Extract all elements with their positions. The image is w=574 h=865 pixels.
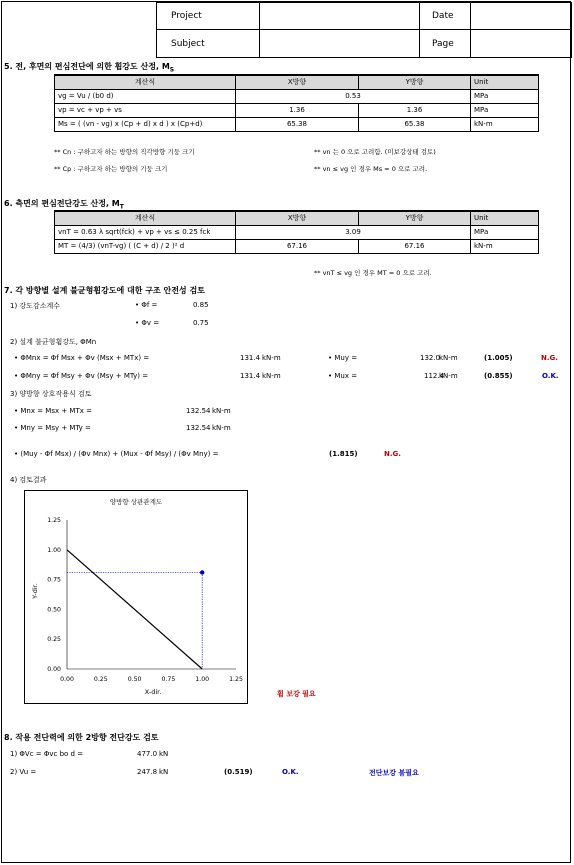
mnx-value: 131.4 xyxy=(240,354,261,362)
project-label: Project xyxy=(156,2,260,30)
design-point xyxy=(200,570,204,574)
chart-title: 양방향 상관관계도 xyxy=(109,498,163,506)
mny-sum-formula: • Mny = Msy + MTy = xyxy=(14,424,91,432)
y-tick-label: 1.25 xyxy=(47,517,61,524)
project-value xyxy=(259,2,420,30)
unit: kN xyxy=(159,768,169,776)
result-ng: N.G. xyxy=(384,450,401,458)
note: ** vn ≤ vg 인 경우 Ms = 0 으로 고려. xyxy=(314,165,428,173)
formula-cell: vp = vc + vp + vs xyxy=(55,103,236,117)
interaction-formula: • (Muy - Φf Msx) / (Φv Mnx) + (Mux - Φf Msy) / (Φv Mny) = xyxy=(14,450,219,458)
formula-cell: MT = (4/3) (vnT-vg) ( (C + d) / 2 )² d xyxy=(55,239,236,253)
y-tick-label: 0.25 xyxy=(47,636,61,644)
y-tick-label: 0.50 xyxy=(47,606,61,614)
date-value xyxy=(470,2,572,30)
x-tick-label: 0.25 xyxy=(93,676,108,683)
col-unit: Unit xyxy=(471,75,539,89)
unit: kN-m xyxy=(262,354,281,362)
result-ng: N.G. xyxy=(541,354,558,362)
formula-cell: vnT = 0.63 λ sqrt(fck) + vp + vs ≤ 0.25 fck xyxy=(55,225,236,239)
page-value xyxy=(470,29,572,58)
mux-label: • Mux = xyxy=(328,372,358,380)
interaction-chart xyxy=(24,490,248,704)
note: ** Cp : 구하고자 하는 방향의 기둥 크기 xyxy=(54,165,168,173)
ratio: (0.519) xyxy=(224,768,253,776)
col-y: Y방향 xyxy=(359,75,471,89)
date-label: Date xyxy=(419,2,471,30)
x-tick-label: 0.75 xyxy=(161,676,176,683)
subsection-title: 3) 양방향 상호작용식 검토 xyxy=(10,390,92,398)
y-tick-label: 0.00 xyxy=(47,666,61,673)
sheet-header xyxy=(2,2,572,58)
section7-title: 7. 각 방향별 설계 불균형휨강도에 대한 구조 안전성 검토 xyxy=(4,286,205,295)
formula-cell: vg = Vu / (b0 d) xyxy=(55,89,236,103)
col-x: X방향 xyxy=(236,211,359,225)
y-axis-label: Y-dir. xyxy=(31,583,39,599)
unit: kN-m xyxy=(262,372,281,380)
subsection-title: 1) 강도감소계수 xyxy=(10,302,60,310)
col-y: Y방향 xyxy=(359,211,471,225)
phi-v-label: • Φv = xyxy=(135,319,160,327)
table-row xyxy=(55,117,539,131)
unit-cell: MPa xyxy=(471,89,539,103)
section6-title: 6. 측면의 편심전단강도 산정, $M_T$ xyxy=(4,199,124,211)
y-tick-label: 1.00 xyxy=(47,546,61,554)
unit-cell: MPa xyxy=(471,103,539,117)
x-value-cell: 65.38 xyxy=(236,117,359,131)
x-tick-label: 1.25 xyxy=(229,676,243,683)
table-row xyxy=(55,239,539,253)
y-value-cell: 65.38 xyxy=(359,117,471,131)
unit-cell: kN-m xyxy=(471,239,539,253)
subsection-title: 4) 검토결과 xyxy=(10,476,47,484)
section5-table xyxy=(54,74,539,132)
mny-formula: • ΦMny = Φf Msy + Φv (Msy + MTy) = xyxy=(14,372,149,380)
table-row xyxy=(55,103,539,117)
mux-value: 112.4 xyxy=(424,372,445,380)
value-cell: 0.53 xyxy=(236,89,471,103)
result-note: 휨 보강 필요 xyxy=(277,690,316,698)
mnx-sum-formula: • Mnx = Msx + MTx = xyxy=(14,407,92,415)
section8-title: 8. 작용 전단력에 의한 2방향 전단강도 검토 xyxy=(4,733,159,742)
muy-value: 132.0 xyxy=(420,354,441,362)
section6-table xyxy=(54,210,539,254)
phi-vc-value: 477.0 xyxy=(137,750,158,758)
muy-label: • Muy = xyxy=(328,354,358,362)
ratio: (0.855) xyxy=(484,372,513,380)
x-value-cell: 67.16 xyxy=(236,239,359,253)
formula-cell: Ms = ( (vn - vg) x (Cp + d) x d ) x (Cp+d) xyxy=(55,117,236,131)
phi-v-value: 0.75 xyxy=(193,319,209,327)
subsection-title: 2) 설계 불균형휨강도, ΦMn xyxy=(10,338,97,346)
col-formula: 계산식 xyxy=(55,75,236,89)
phi-vc-formula: 1) ΦVc = Φvc bo d = xyxy=(10,750,84,758)
vu-value: 247.8 xyxy=(137,768,158,776)
calculation-sheet xyxy=(1,1,571,863)
mnx-formula: • ΦMnx = Φf Msx + Φv (Msx + MTx) = xyxy=(14,354,150,362)
mny-sum-value: 132.54 xyxy=(186,424,211,432)
table-row xyxy=(55,89,539,103)
ratio: (1.005) xyxy=(484,354,513,362)
x-value-cell: 1.36 xyxy=(236,103,359,117)
unit: kN-m xyxy=(212,407,231,415)
col-unit: Unit xyxy=(471,211,539,225)
unit: kN-m xyxy=(212,424,231,432)
unit: kN xyxy=(159,750,169,758)
x-tick-label: 0.00 xyxy=(60,676,74,683)
subject-value xyxy=(259,29,420,58)
mny-value: 131.4 xyxy=(240,372,261,380)
x-axis-label: X-dir. xyxy=(144,688,162,696)
interaction-chart-svg xyxy=(25,491,247,703)
value-cell: 3.09 xyxy=(236,225,471,239)
col-formula: 계산식 xyxy=(55,211,236,225)
mnx-sum-value: 132.54 xyxy=(186,407,211,415)
result-ok: O.K. xyxy=(282,768,299,776)
note: ** Cn : 구하고자 하는 방향의 직각방향 기둥 크기 xyxy=(54,148,195,156)
phi-f-value: 0.85 xyxy=(193,301,209,309)
page-label: Page xyxy=(419,29,471,58)
note: ** vnT ≤ vg 인 경우 MT = 0 으로 고려. xyxy=(314,269,432,277)
subject-label: Subject xyxy=(156,29,260,58)
col-x: X방향 xyxy=(236,75,359,89)
unit: kN-m xyxy=(439,354,458,362)
unit: kN-m xyxy=(439,372,458,380)
x-tick-label: 1.00 xyxy=(195,676,210,683)
table-row xyxy=(55,225,539,239)
unit-cell: MPa xyxy=(471,225,539,239)
phi-f-label: • Φf = xyxy=(135,301,158,309)
note: ** vn 는 0 으로 고려함. (미보강상태 검토) xyxy=(314,148,436,156)
y-value-cell: 67.16 xyxy=(359,239,471,253)
unit-cell: kN-m xyxy=(471,117,539,131)
y-tick-label: 0.75 xyxy=(47,576,61,584)
vu-formula: 2) Vu = xyxy=(10,768,37,776)
section5-title: 5. 전, 후면의 편심전단에 의한 휨강도 산정, $M_S$ xyxy=(4,62,175,74)
y-value-cell: 1.36 xyxy=(359,103,471,117)
interaction-line xyxy=(67,550,202,669)
x-tick-label: 0.50 xyxy=(127,676,142,683)
result-ok: O.K. xyxy=(542,372,559,380)
shear-note: 전단보강 불필요 xyxy=(369,769,419,777)
interaction-value: (1.815) xyxy=(329,450,358,458)
